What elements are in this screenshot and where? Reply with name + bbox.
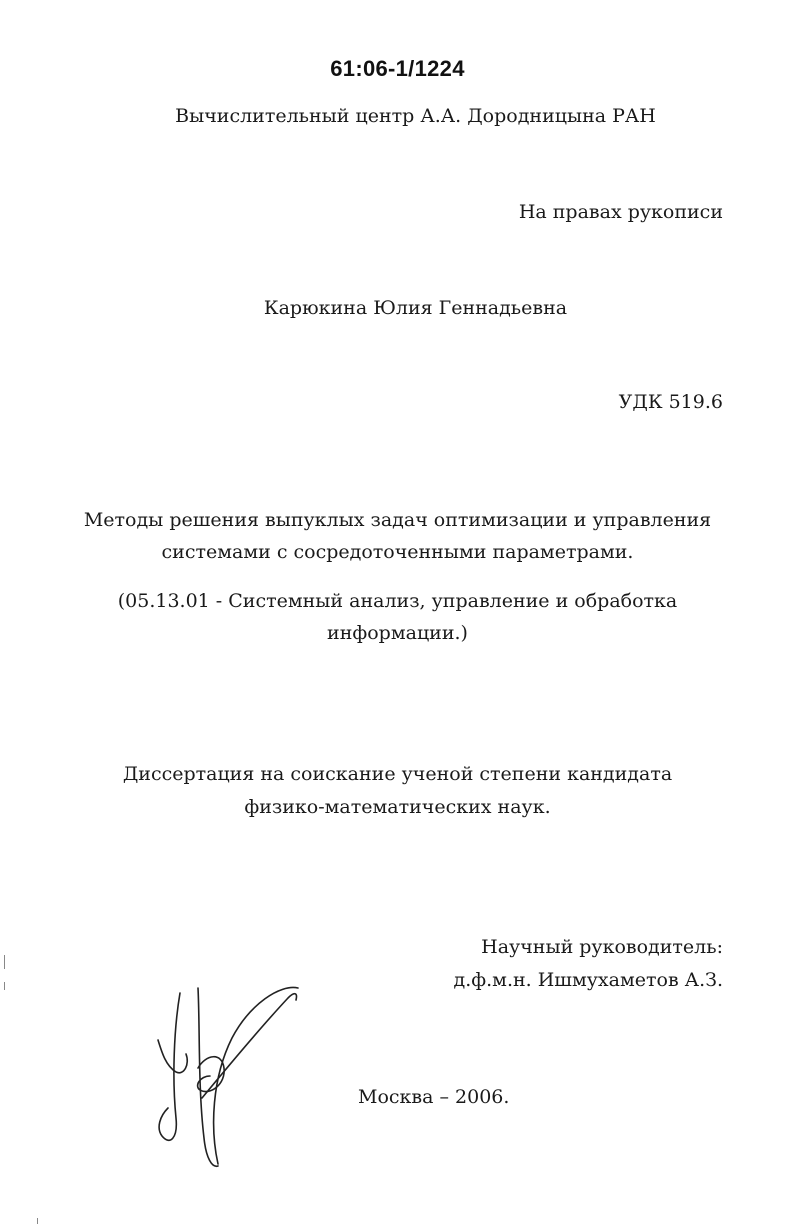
scan-edge-mark xyxy=(4,955,5,969)
institution-name: Вычислительный центр А.А. Дородницына РАН xyxy=(175,105,656,127)
dissertation-title-line-1: Методы решения выпуклых задач оптимизации и управления xyxy=(83,509,712,531)
city-and-year: Москва – 2006. xyxy=(358,1086,510,1108)
advisor-name: д.ф.м.н. Ишмухаметов А.З. xyxy=(453,969,723,991)
dissertation-title-line-2: системами с сосредоточенными параметрами. xyxy=(161,541,634,563)
specialty-line-1: (05.13.01 - Системный анализ, управление и обработка xyxy=(117,590,678,612)
scan-edge-mark xyxy=(4,982,5,990)
degree-statement-line-2: физико-математических наук. xyxy=(244,796,551,818)
degree-statement-line-1: Диссертация на соискание ученой степени кандидата xyxy=(122,763,673,785)
catalog-number: 61:06-1/1224 xyxy=(330,56,465,81)
author-name: Карюкина Юлия Геннадьевна xyxy=(263,297,568,319)
handwritten-signature xyxy=(140,968,310,1173)
manuscript-rights-note: На правах рукописи xyxy=(518,201,723,223)
scan-edge-mark xyxy=(37,1218,38,1224)
udc-code: УДК 519.6 xyxy=(618,391,723,413)
advisor-label: Научный руководитель: xyxy=(481,936,723,958)
specialty-line-2: информации.) xyxy=(327,622,468,644)
